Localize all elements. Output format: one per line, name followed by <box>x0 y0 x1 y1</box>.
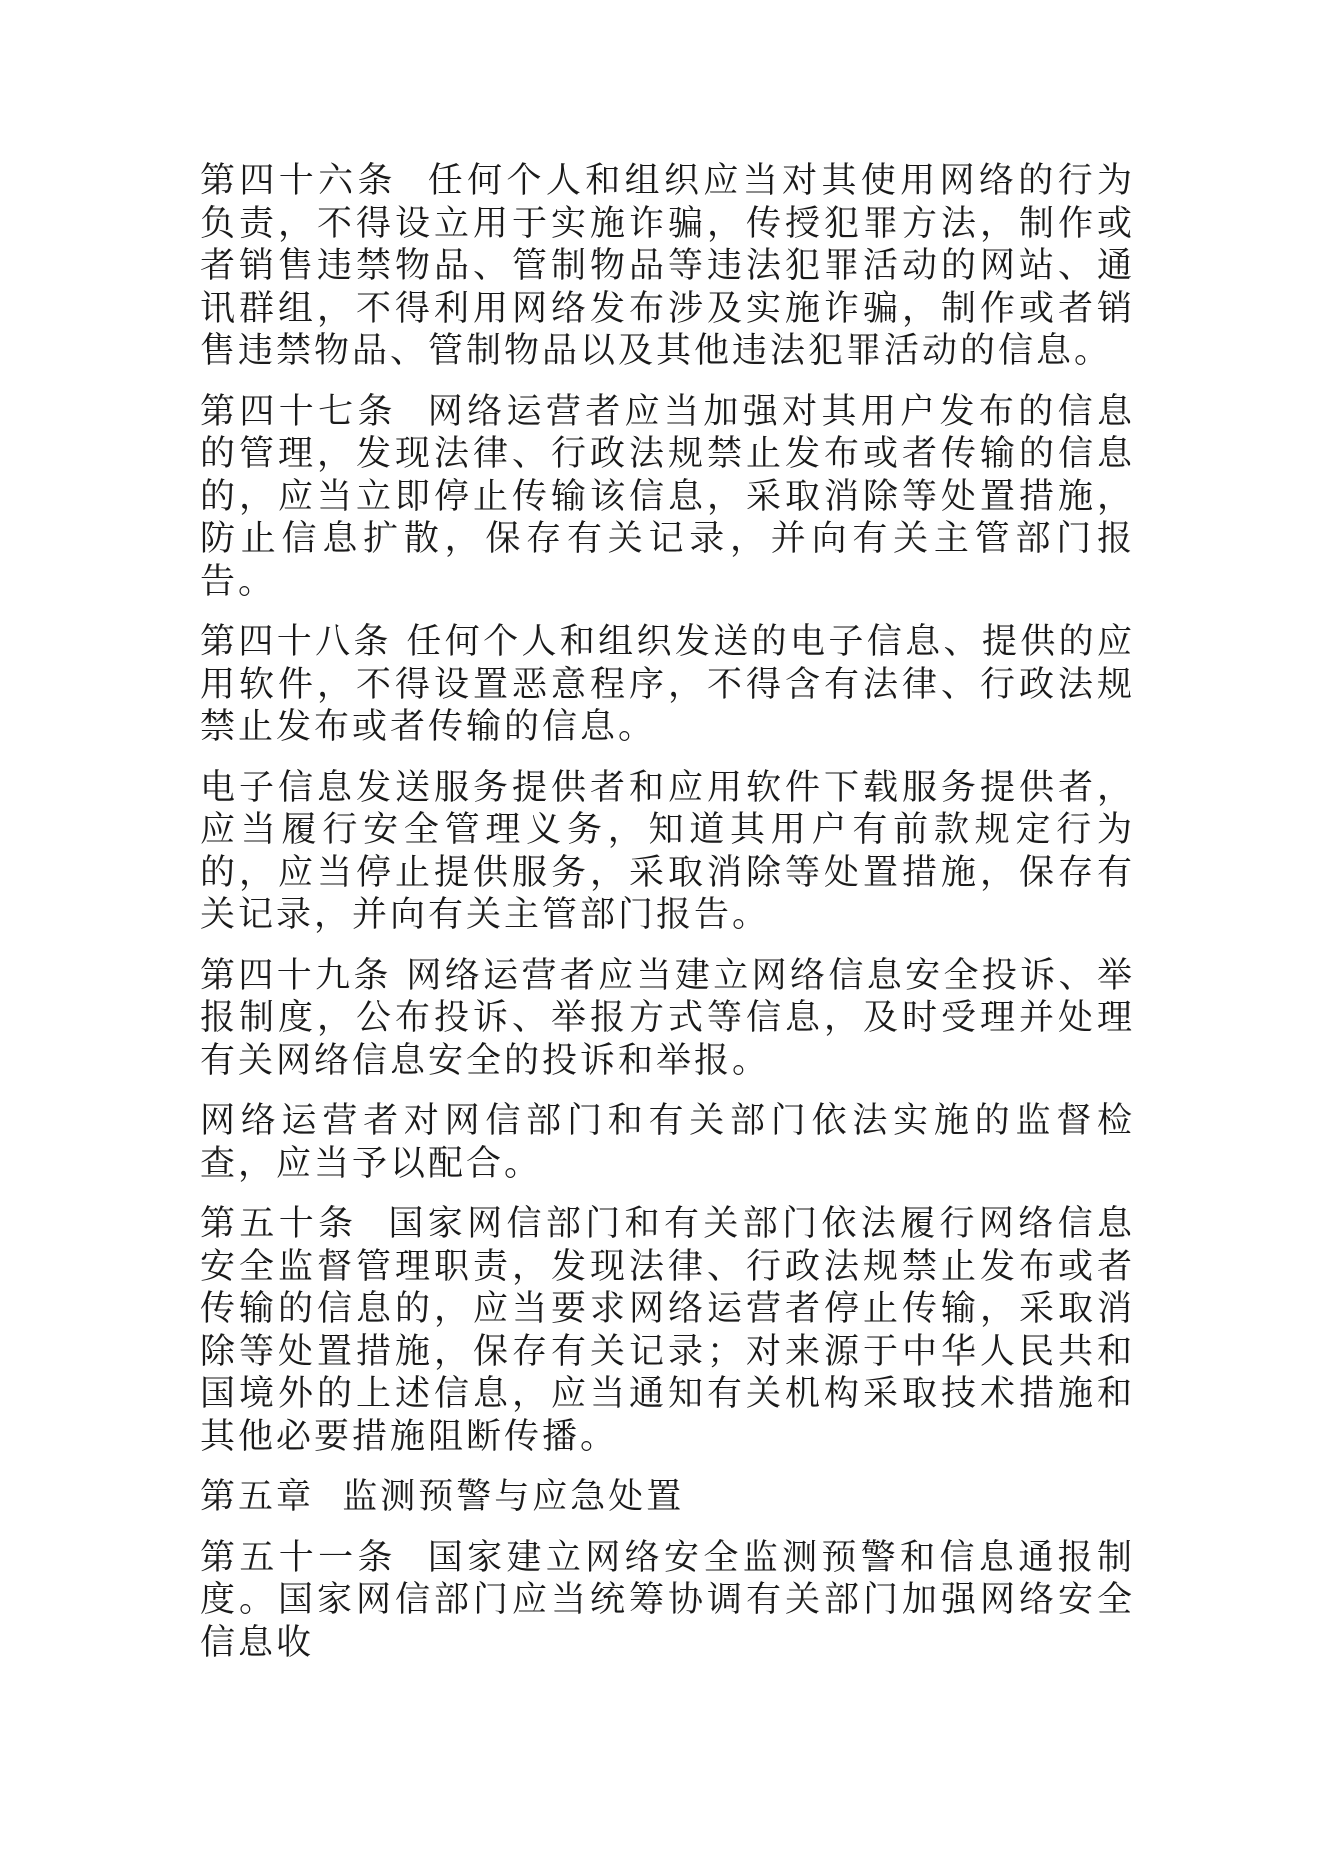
chapter-heading: 第五章 监测预警与应急处置 <box>200 1477 685 1517</box>
article-49-clause-2: 网络运营者对网信部门和有关部门依法实施的监督检查，应当予以配合。 <box>200 1101 1135 1184</box>
article-49: 第四十九条 网络运营者应当建立网络信息安全投诉、举报制度，公布投诉、举报方式等信息，及时受理并处理有关网络信息安全的投诉和举报。 <box>200 955 1135 1081</box>
article-47: 第四十七条 网络运营者应当加强对其用户发布的信息的管理，发现法律、行政法规禁止发布或者传输的信息的，应当立即停止传输该信息，采取消除等处置措施，防止信息扩散，保存有关记录，并向有关主管部门报告。 <box>200 391 1135 602</box>
article-46: 第四十六条 任何个人和组织应当对其使用网络的行为负责，不得设立用于实施诈骗，传授犯罪方法，制作或者销售违禁物品、管制物品等违法犯罪活动的网站、通讯群组，不得利用网络发布涉及实施诈骗，制作或者销售违禁物品、管制物品以及其他违法犯罪活动的信息。 <box>200 161 1135 371</box>
document-body <box>200 160 1135 1682</box>
article-48: 第四十八条 任何个人和组织发送的电子信息、提供的应用软件，不得设置恶意程序，不得含有法律、行政法规禁止发布或者传输的信息。 <box>200 622 1135 747</box>
article-50: 第五十条 国家网信部门和有关部门依法履行网络信息安全监督管理职责，发现法律、行政法规禁止发布或者传输的信息的，应当要求网络运营者停止传输，采取消除等处置措施，保存有关记录；对来源于中华人民共和国境外的上述信息，应当通知有关机构采取技术措施和其他必要措施阻断传播。 <box>200 1204 1135 1457</box>
article-48-clause-2: 电子信息发送服务提供者和应用软件下载服务提供者，应当履行安全管理义务，知道其用户有前款规定行为的，应当停止提供服务，采取消除等处置措施，保存有关记录，并向有关主管部门报告。 <box>200 767 1135 935</box>
article-51: 第五十一条 国家建立网络安全监测预警和信息通报制度。国家网信部门应当统筹协调有关部门加强网络安全信息收 <box>200 1537 1135 1663</box>
